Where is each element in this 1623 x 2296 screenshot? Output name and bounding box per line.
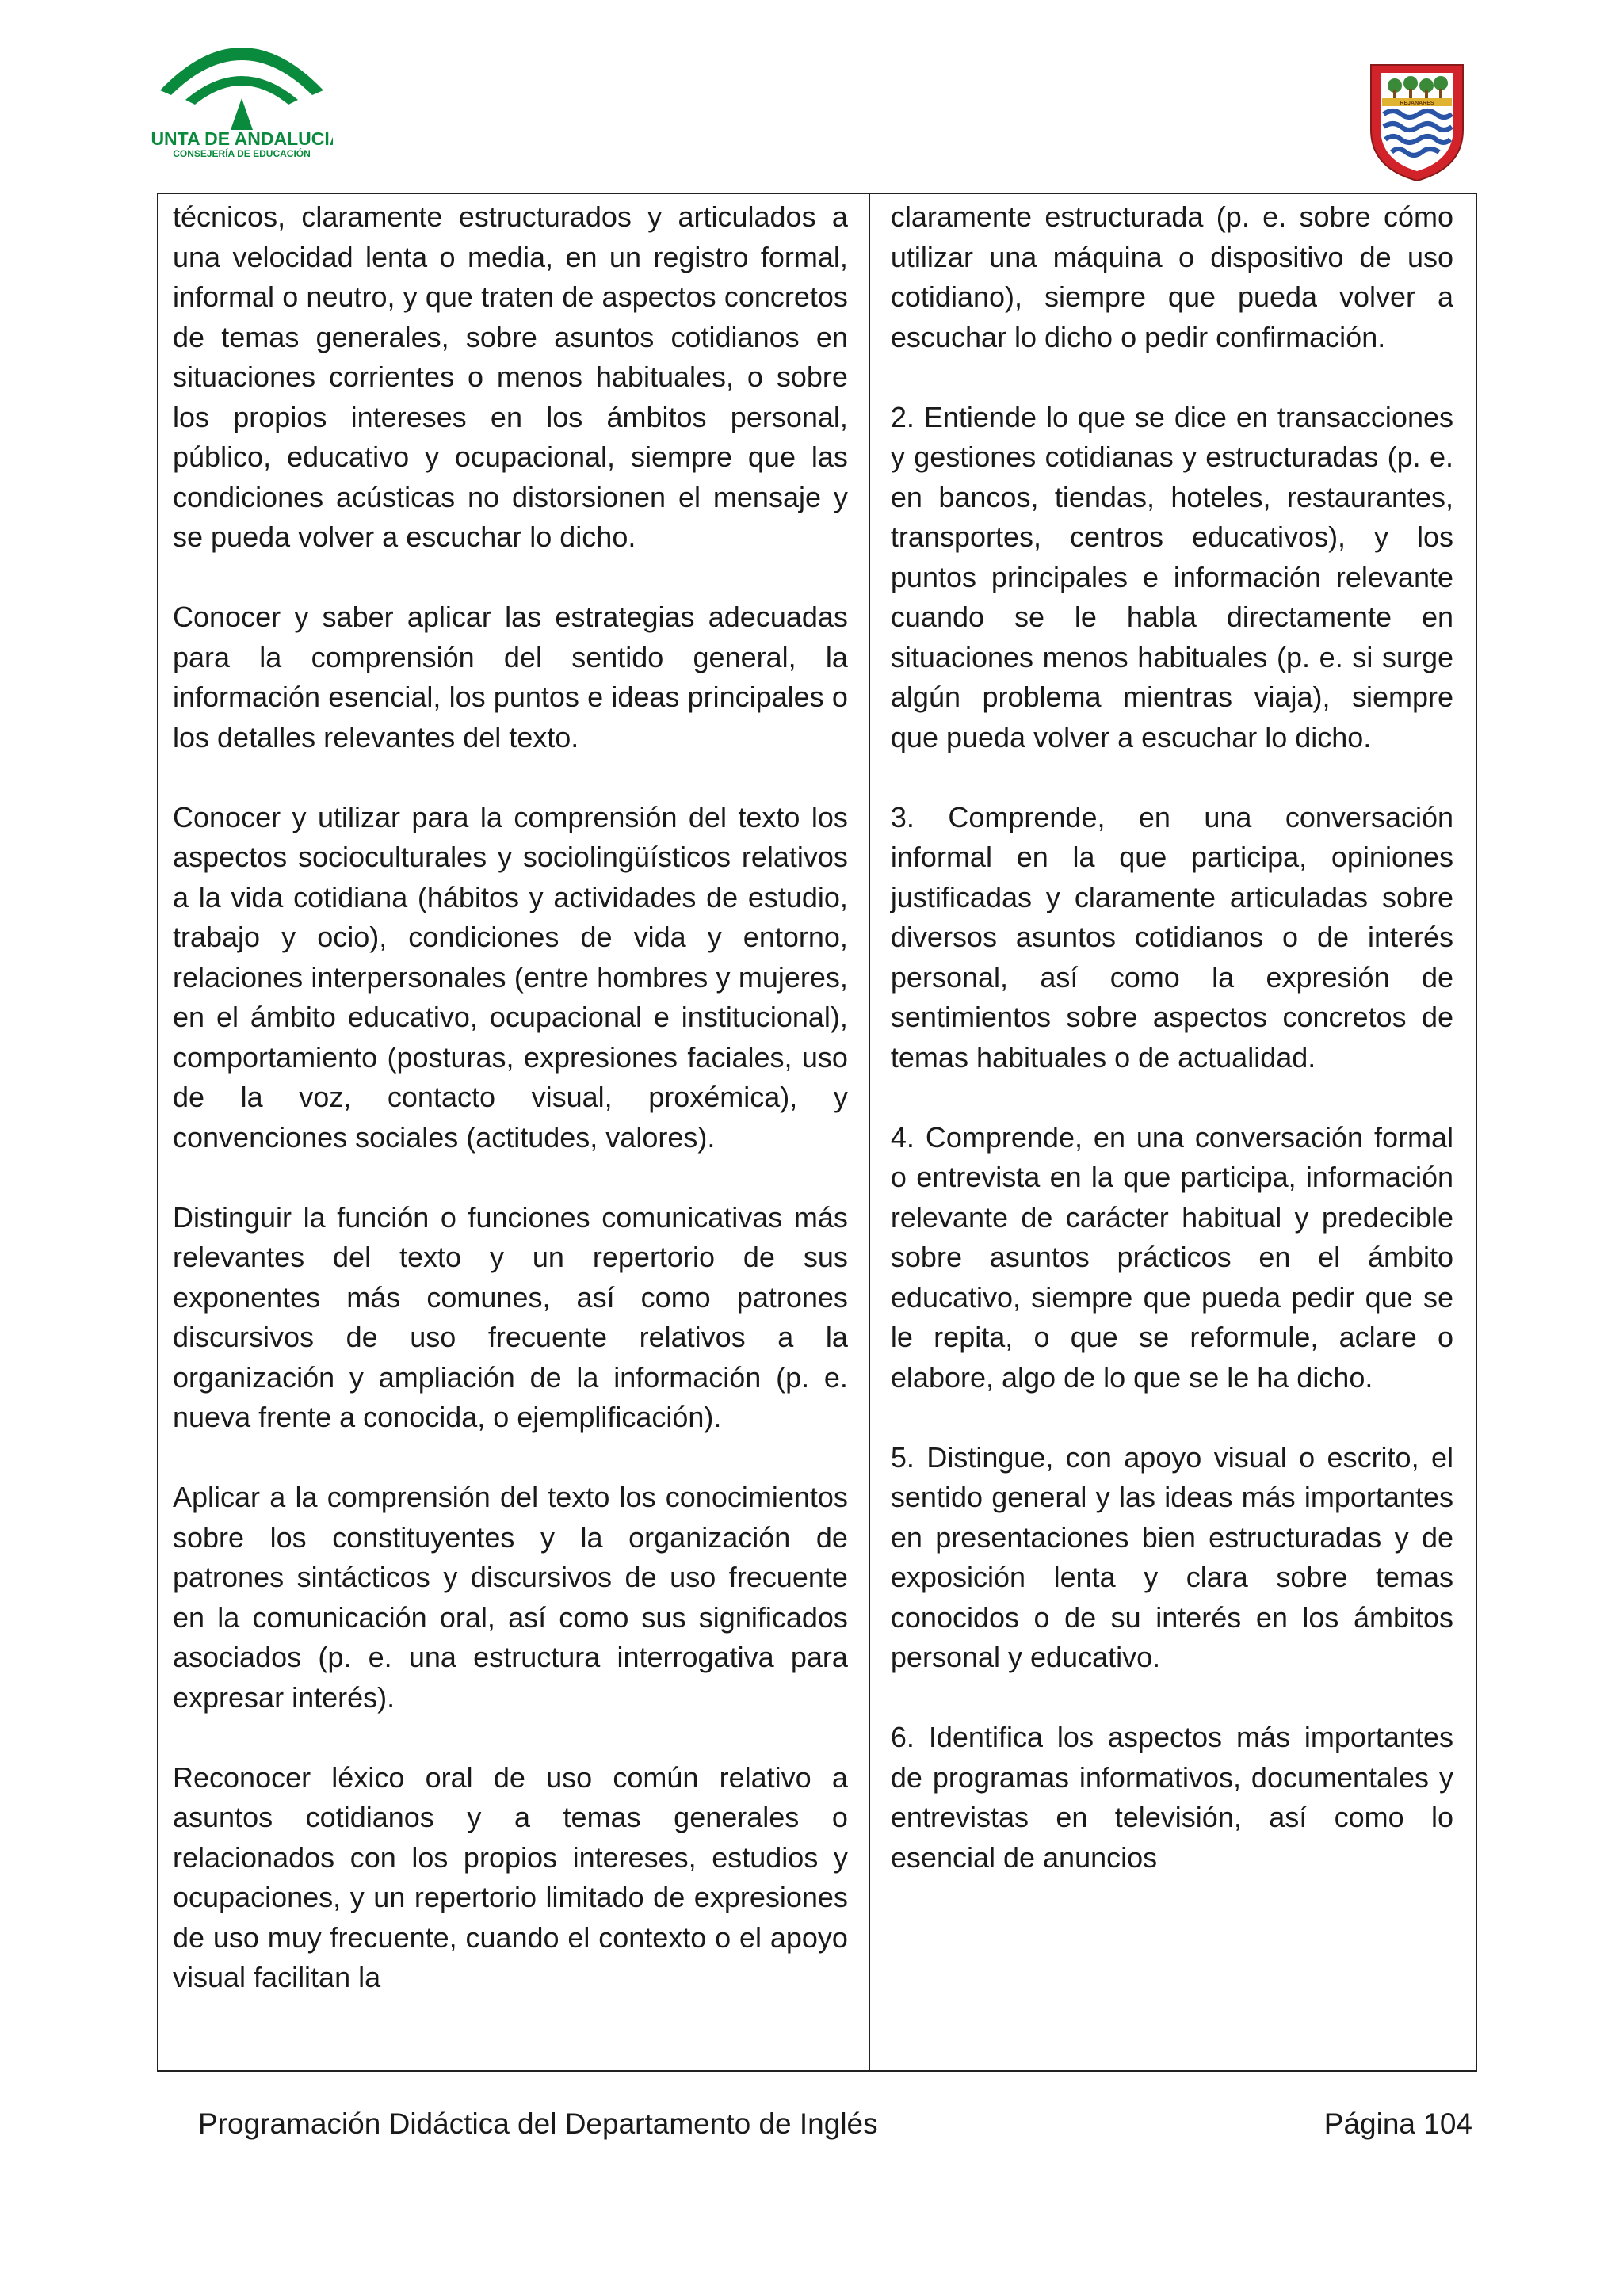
standard-paragraph: 3. Comprende, en una conversación informal en la que participa, opiniones justificadas y claramente articuladas sobre diversos asuntos cotidianos o de interés personal, así como la expresión de sentimientos sobre aspectos concretos de temas habituales o de actualidad. xyxy=(890,800,1453,1074)
learning-standards-column xyxy=(870,194,1476,2070)
logo-org-name: JUNTA DE ANDALUCIA xyxy=(151,128,333,149)
criteria-paragraph: Reconocer léxico oral de uso común relativo a asuntos cotidianos y a temas generales o relacionados con los propios intereses, estudios y ocupaciones, y un repertorio limitado de expresiones de uso muy frecuente, cuando el contexto o el apoyo visual facilitan la xyxy=(173,1760,848,1993)
standard-paragraph: claramente estructurada (p. e. sobre cómo utilizar una máquina o dispositivo de uso cotidiano), siempre que pueda volver a escuchar lo dicho o pedir confirmación. xyxy=(890,200,1453,353)
criteria-paragraph: Aplicar a la comprensión del texto los conocimientos sobre los constituyentes y la organización de patrones sintácticos y discursivos de uso frecuente en la comunicación oral, así como sus significados asociados (p. e. una estructura interrogativa para expresar interés). xyxy=(173,1481,848,1714)
criteria-paragraph: Conocer y utilizar para la comprensión del texto los aspectos socioculturales y sociolingüísticos relativos a la vida cotidiana (hábitos y actividades de estudio, trabajo y ocio), condiciones de vida y entorno, relaciones interpersonales (entre hombres y mujeres, en el ámbito educativo, ocupacional e institucional), comportamiento (posturas, expresiones faciales, uso de la voz, contacto visual, proxémica), y convenciones sociales (actitudes, valores). xyxy=(173,800,848,1154)
coat-of-arms-icon xyxy=(1366,57,1468,184)
criteria-paragraph: técnicos, claramente estructurados y articulados a una velocidad lenta o media, en un registro formal, informal o neutro, y que traten de aspectos concretos de temas generales, sobre asuntos cotidianos en situaciones corrientes o menos habituales, o sobre los propios intereses en los ámbitos personal, público, educativo y ocupacional, siempre que las condiciones acústicas no distorsionen el mensaje y se pueda volver a escuchar lo dicho. xyxy=(173,200,848,553)
criteria-paragraph: Distinguir la función o funciones comunicativas más relevantes del texto y un repertorio de sus exponentes más comunes, así como patrones discursivos de uso frecuente relativos a la organización y ampliación de la información (p. e. nueva frente a conocida, o ejemplificación). xyxy=(173,1200,848,1433)
junta-arc-icon xyxy=(151,21,333,163)
standard-paragraph: 6. Identifica los aspectos más importantes de programas informativos, documentales y entrevistas en televisión, así como lo esencial de anuncios xyxy=(890,1721,1453,1874)
standard-paragraph: 4. Comprende, en una conversación formal o entrevista en la que participa, información relevante de carácter habitual y predecible sobre asuntos prácticos en el ámbito educativo, siempre que pueda pedir que se le repita, o que se reformule, aclare o elabore, algo de lo que se le ha dicho. xyxy=(890,1120,1453,1394)
evaluation-criteria-column xyxy=(158,194,870,2070)
coat-of-arms-banner: REJANARES xyxy=(1400,101,1434,106)
logo-department: CONSEJERÍA DE EDUCACIÓN xyxy=(173,148,311,159)
footer-page-number: Página 104 xyxy=(1323,2107,1472,2140)
criteria-standards-table xyxy=(157,193,1477,2072)
criteria-paragraph: Conocer y saber aplicar las estrategias adecuadas para la comprensión del sentido general, la información esencial, los puntos e ideas principales o los detalles relevantes del texto. xyxy=(173,601,848,753)
standard-paragraph: 2. Entiende lo que se dice en transacciones y gestiones cotidianas y estructuradas (p. e. en bancos, tiendas, hoteles, restaurantes, transportes, centros educativos), y los puntos principales e información relevante cuando se le habla directamente en situaciones menos habituales (p. e. si surge algún problema mientras viaja), siempre que pueda volver a escuchar lo dicho. xyxy=(890,400,1453,753)
coat-of-arms-logo xyxy=(1366,57,1468,184)
footer-document-title: Programación Didáctica del Departamento de Inglés xyxy=(198,2107,878,2140)
standard-paragraph: 5. Distingue, con apoyo visual o escrito, el sentido general y las ideas más importantes en presentaciones bien estructuradas y de exposición lenta y clara sobre temas conocidos o de su interés en los ámbitos personal y educativo. xyxy=(890,1440,1453,1673)
junta-de-andalucia-logo xyxy=(151,21,333,163)
